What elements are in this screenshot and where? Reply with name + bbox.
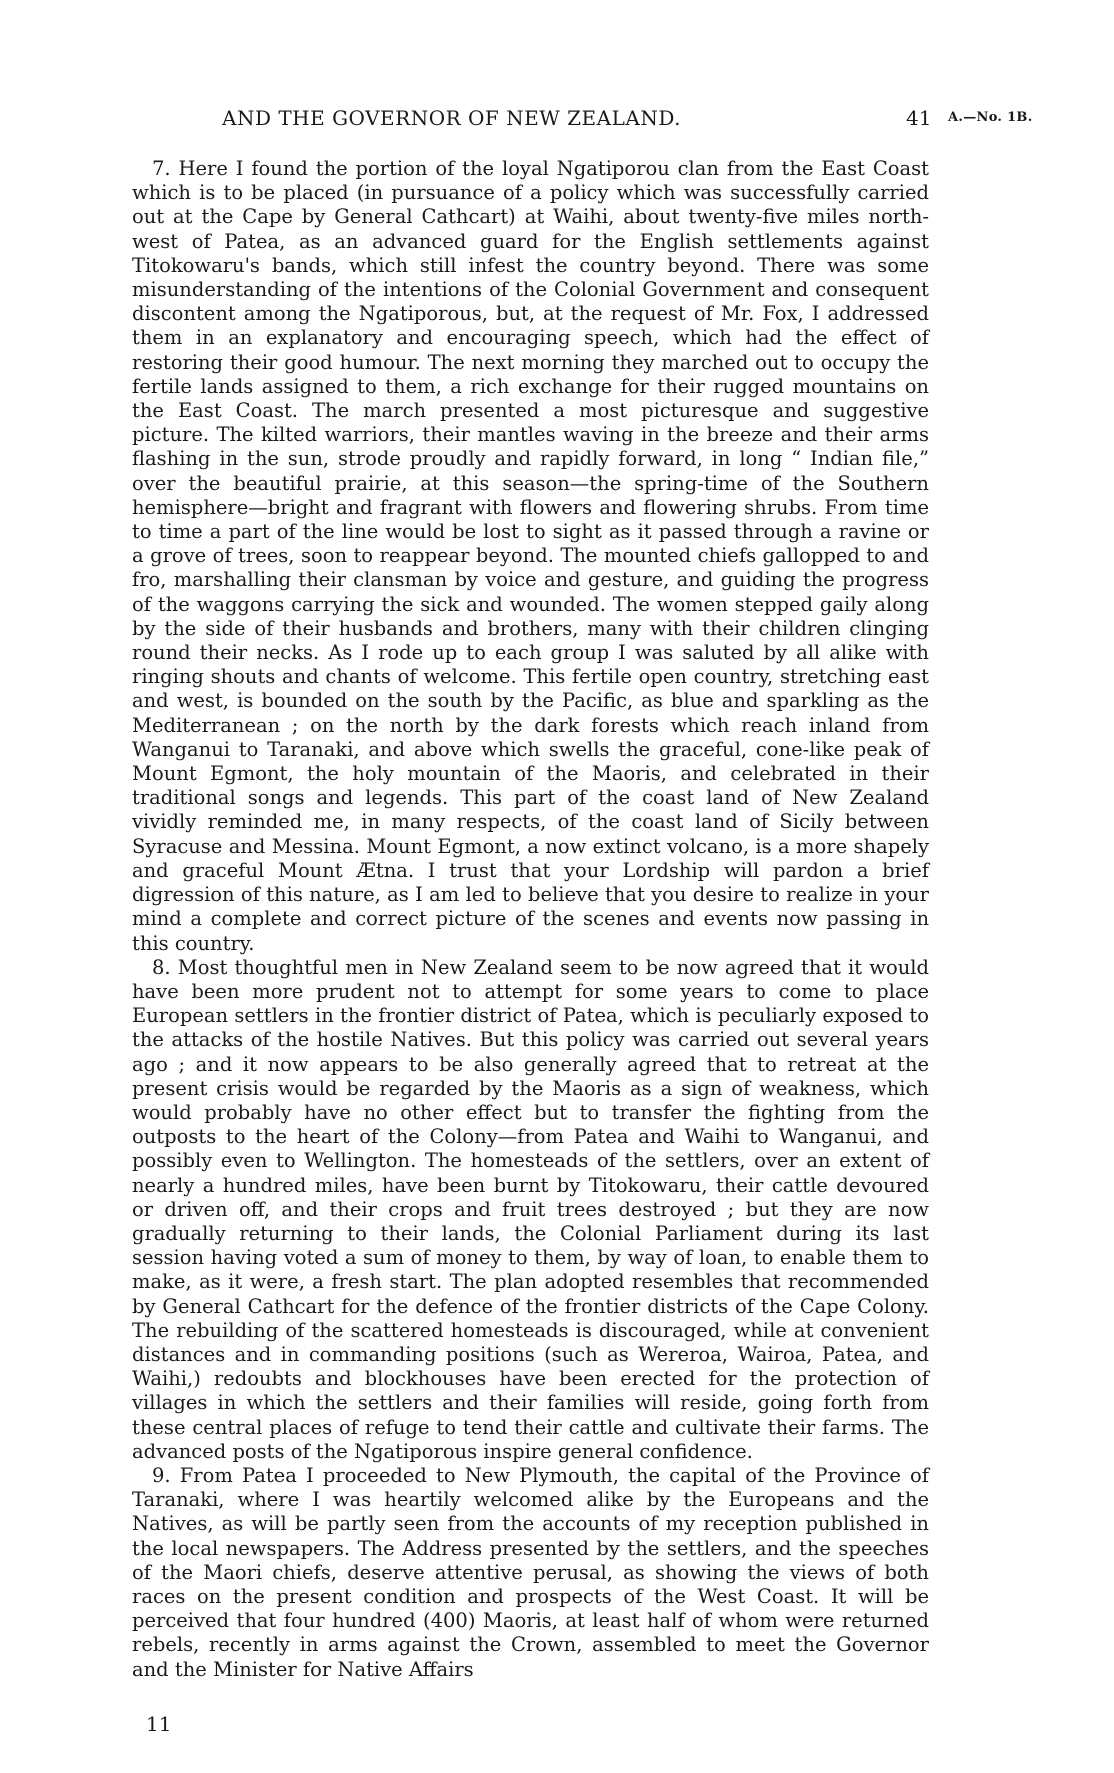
document-reference: A.—No. 1B. — [948, 110, 1033, 125]
body-text — [132, 157, 929, 1682]
paragraph-9: 9. From Patea I proceeded to New Plymouth, the capital of the Province of Taranaki, where I was heartily welcomed alike by the Europeans and the Natives, as will be partly seen from the accounts of my reception published in the local newspapers. The Address presented by the settlers, and the speeches of the Maori chiefs, deserve attentive perusal, as showing the views of both races on the present condition and prospects of the West Coast. It will be perceived that four hundred (400) Maoris, at least half of whom were returned rebels, recently in arms against the Crown, assembled to meet the Governor and the Minister for Native Affairs — [132, 1463, 929, 1681]
paragraph-7: 7. Here I found the portion of the loyal Ngatiporou clan from the East Coast which is to be placed (in pursuance of a policy which was successfully carried out at the Cape by General Cathcart) at Waihi, about twenty-five miles north-west of Patea, as an advanced guard for the English settlements against Titokowaru's bands, which still infest the country beyond. There was some misunderstanding of the intentions of the Colonial Government and consequent discontent among the Ngatiporous, but, at the request of Mr. Fox, I addressed them in an explanatory and encouraging speech, which had the effect of restoring their good humour. The next morning they marched out to occupy the fertile lands assigned to them, a rich exchange for their rugged mountains on the East Coast. The march presented a most picturesque and suggestive picture. The kilted warriors, their mantles waving in the breeze and their arms flashing in the sun, strode proudly and rapidly forward, in long “ Indian file,” over the beautiful prairie, at this season—the spring-time of the Southern hemisphere—bright and fragrant with flowers and flowering shrubs. From time to time a part of the line would be lost to sight as it passed through a ravine or a grove of trees, soon to reappear beyond. The mounted chiefs gallopped to and fro, marshalling their clansman by voice and gesture, and guiding the progress of the waggons carrying the sick and wounded. The women stepped gaily along by the side of their husbands and brothers, many with their children clinging round their necks. As I rode up to each group I was saluted by all alike with ringing shouts and chants of welcome. This fertile open country, stretching east and west, is bounded on the south by the Pacific, as blue and sparkling as the Mediterranean ; on the north by the dark forests which reach inland from Wanganui to Taranaki, and above which swells the graceful, cone-like peak of Mount Egmont, the holy mountain of the Maoris, and celebrated in their traditional songs and legends. This part of the coast land of New Zealand vividly reminded me, in many respects, of the coast land of Sicily between Syracuse and Messina. Mount Egmont, a now extinct volcano, is a more shapely and graceful Mount Ætna. I trust that your Lordship will pardon a brief digression of this nature, as I am led to believe that you desire to realize in your mind a complete and correct picture of the scenes and events now passing in this country. — [132, 157, 929, 955]
page-number: 41 — [906, 106, 932, 130]
printer-signature-mark: 11 — [146, 1712, 172, 1736]
page-header — [130, 100, 1075, 140]
paragraph-8: 8. Most thoughtful men in New Zealand seem to be now agreed that it would have been more prudent not to attempt for some years to come to place European settlers in the frontier district of Patea, which is peculiarly exposed to the attacks of the hostile Natives. But this policy was carried out several years ago ; and it now appears to be also generally agreed that to retreat at the present crisis would be regarded by the Maoris as a sign of weakness, which would probably have no other effect but to transfer the fighting from the outposts to the heart of the Colony—from Patea and Waihi to Wanganui, and possibly even to Wellington. The homesteads of the settlers, over an extent of nearly a hundred miles, have been burnt by Titokowaru, their cattle devoured or driven off, and their crops and fruit trees destroyed ; but they are now gradually returning to their lands, the Colonial Parliament during its last session having voted a sum of money to them, by way of loan, to enable them to make, as it were, a fresh start. The plan adopted resembles that recommended by General Cathcart for the defence of the frontier districts of the Cape Colony. The rebuilding of the scattered homesteads is discouraged, while at convenient distances and in commanding positions (such as Wereroa, Wairoa, Patea, and Waihi,) redoubts and blockhouses have been erected for the protection of villages in which the settlers and their families will reside, going forth from these central places of refuge to tend their cattle and cultivate their farms. The advanced posts of the Ngatiporous inspire general confidence. — [132, 955, 929, 1463]
running-title: AND THE GOVERNOR OF NEW ZEALAND. — [222, 106, 681, 130]
